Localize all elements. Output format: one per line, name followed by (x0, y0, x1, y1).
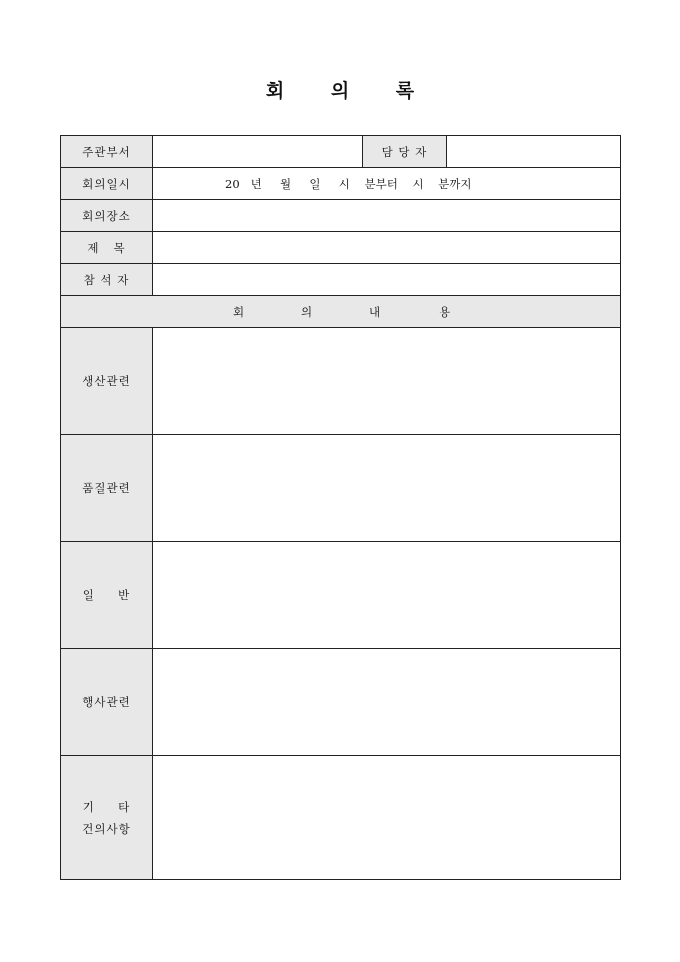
section-row (61, 542, 621, 649)
title-char: 회 (265, 80, 285, 102)
subject-field[interactable] (153, 232, 621, 264)
section-field-general[interactable] (153, 542, 621, 649)
section-label-general: 일 반 (61, 542, 153, 649)
page-title (0, 76, 680, 103)
section-label-events: 행사관련 (61, 649, 153, 756)
attendees-row (61, 264, 621, 296)
content-heading-char: 회 (233, 305, 246, 319)
section-row (61, 328, 621, 435)
attendees-label: 참 석 자 (61, 264, 153, 296)
date-row (61, 168, 621, 200)
date-field[interactable]: 20 년 월 일 시 분부터 시 분까지 (153, 168, 621, 200)
place-field[interactable] (153, 200, 621, 232)
subject-row (61, 232, 621, 264)
meeting-minutes-form (60, 135, 621, 880)
section-label-other-line1: 기 타 (82, 799, 131, 814)
section-label-quality: 품질관련 (61, 435, 153, 542)
section-field-production[interactable] (153, 328, 621, 435)
place-row (61, 200, 621, 232)
section-field-other[interactable] (153, 756, 621, 880)
manager-field[interactable] (447, 136, 621, 168)
section-label-other (61, 756, 153, 880)
section-field-events[interactable] (153, 649, 621, 756)
content-heading-char: 의 (301, 305, 314, 319)
section-label-other-line2: 건의사항 (82, 821, 131, 836)
section-row (61, 649, 621, 756)
place-label: 회의장소 (61, 200, 153, 232)
attendees-field[interactable] (153, 264, 621, 296)
section-field-quality[interactable] (153, 435, 621, 542)
department-field[interactable] (153, 136, 363, 168)
date-label: 회의일시 (61, 168, 153, 200)
section-row (61, 756, 621, 880)
department-row (61, 136, 621, 168)
content-heading (61, 296, 621, 328)
content-heading-char: 용 (439, 305, 452, 319)
section-label-production: 생산관련 (61, 328, 153, 435)
content-heading-char: 내 (369, 305, 382, 319)
department-label: 주관부서 (61, 136, 153, 168)
title-char: 의 (330, 80, 350, 102)
content-heading-row (61, 296, 621, 328)
section-row (61, 435, 621, 542)
title-char: 록 (395, 80, 415, 102)
subject-label: 제 목 (61, 232, 153, 264)
manager-label: 담 당 자 (363, 136, 447, 168)
